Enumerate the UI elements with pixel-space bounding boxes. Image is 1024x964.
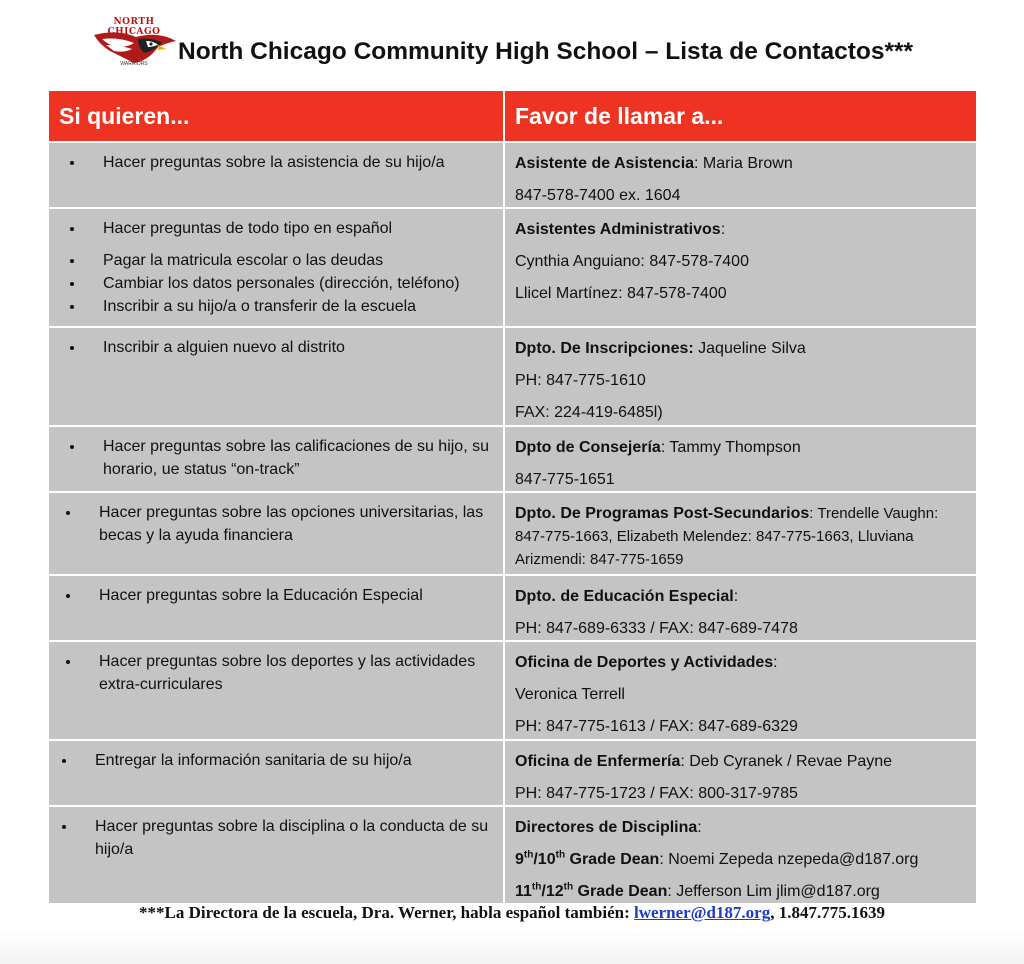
column-header-right: Favor de llamar a... — [504, 90, 977, 142]
contact-line: 847-775-1651 — [515, 471, 615, 488]
dean-line-11-12: 11th/12th Grade Dean: Jefferson Lim jlim@d187.org — [515, 881, 880, 900]
contact-cell — [504, 806, 977, 904]
contact-name: : Trendelle Vaughn: 847-775-1663, Elizabeth Melendez: 847-775-1663, Lluviana Arizmendi: 847-775-1659 — [515, 505, 939, 568]
request-cell — [48, 492, 504, 575]
table-row — [48, 641, 977, 740]
list-item: • Hacer preguntas sobre los deportes y las actividades extra-curriculares — [81, 650, 499, 696]
column-header-left: Si quieren... — [48, 90, 504, 142]
school-logo — [88, 17, 180, 69]
contact-cell — [504, 142, 977, 208]
contact-line: Veronica Terrell — [515, 686, 625, 703]
page-bottom-shade — [0, 930, 1024, 964]
contact-line: Cynthia Anguiano: 847-578-7400 — [515, 253, 749, 270]
contact-table — [47, 89, 978, 905]
contact-cell — [504, 327, 977, 426]
logo-text: NORTH CHICAGO — [107, 17, 161, 37]
contact-cell — [504, 208, 977, 327]
list-item: • Hacer preguntas de todo tipo en español — [85, 217, 499, 240]
contact-name: : — [720, 221, 726, 238]
table-row — [48, 575, 977, 641]
contact-name: : Tammy Thompson — [660, 439, 801, 456]
table-row — [48, 740, 977, 806]
footer-note — [0, 903, 1024, 923]
list-item: • Hacer preguntas sobre las opciones universitarias, las becas y la ayuda financiera — [81, 501, 499, 547]
contact-cell — [504, 740, 977, 806]
contact-line: Llicel Martínez: 847-578-7400 — [515, 285, 727, 302]
table-row — [48, 426, 977, 492]
contact-name: : Deb Cyranek / Revae Payne — [680, 753, 893, 770]
contact-label: Directores de Disciplina — [515, 819, 698, 836]
request-cell — [48, 641, 504, 740]
contact-name: Jaqueline Silva — [693, 340, 806, 357]
table-row — [48, 327, 977, 426]
contact-name: : Maria Brown — [694, 155, 793, 172]
contact-line: 847-578-7400 ex. 1604 — [515, 187, 681, 204]
request-cell — [48, 575, 504, 641]
contact-line: FAX: 224-419-6485l) — [515, 404, 663, 421]
contact-cell — [504, 426, 977, 492]
request-cell — [48, 142, 504, 208]
list-item: • Hacer preguntas sobre la disciplina o la conducta de su hijo/a — [77, 815, 499, 861]
list-item: • Inscribir a alguien nuevo al distrito — [85, 336, 499, 359]
logo-subtext: WARRIORS — [120, 61, 148, 67]
contact-label: Asistentes Administrativos — [515, 221, 721, 238]
contact-cell — [504, 641, 977, 740]
page-title: North Chicago Community High School – Lista de Contactos*** — [178, 38, 914, 65]
contact-label: Dpto de Consejería — [515, 439, 661, 456]
list-item: • Hacer preguntas sobre la asistencia de su hijo/a — [85, 151, 499, 174]
document-header — [0, 0, 1024, 90]
contact-label: Dpto. De Programas Post-Secundarios — [515, 505, 810, 522]
principal-email-link[interactable]: lwerner@d187.org — [634, 903, 771, 922]
contact-label: Oficina de Deportes y Actividades — [515, 654, 774, 671]
table-header-row — [48, 90, 977, 142]
list-item: • Hacer preguntas sobre las calificaciones de su hijo, su horario, ue status “on-track” — [85, 435, 499, 481]
table-row — [48, 492, 977, 575]
contact-line: PH: 847-775-1613 / FAX: 847-689-6329 — [515, 718, 798, 735]
list-item: • Inscribir a su hijo/a o transferir de la escuela — [85, 295, 499, 318]
list-item: • Pagar la matricula escolar o las deudas — [85, 249, 499, 272]
request-cell — [48, 426, 504, 492]
contact-name: : — [733, 588, 739, 605]
request-cell — [48, 740, 504, 806]
table-row — [48, 142, 977, 208]
dean-line-9-10: 9th/10th Grade Dean: Noemi Zepeda nzepeda@d187.org — [515, 849, 919, 868]
table-row — [48, 208, 977, 327]
contact-cell — [504, 575, 977, 641]
contact-cell — [504, 492, 977, 575]
contact-label: Asistente de Asistencia — [515, 155, 695, 172]
request-cell — [48, 208, 504, 327]
contact-label: Dpto. De Inscripciones: — [515, 340, 694, 357]
request-cell — [48, 327, 504, 426]
contact-line: PH: 847-775-1610 — [515, 372, 646, 389]
list-item: • Cambiar los datos personales (dirección, teléfono) — [85, 272, 499, 295]
table-row — [48, 806, 977, 904]
list-item: • Hacer preguntas sobre la Educación Especial — [81, 584, 499, 607]
request-cell — [48, 806, 504, 904]
list-item: • Entregar la información sanitaria de su hijo/a — [77, 749, 499, 772]
contact-label: Oficina de Enfermería — [515, 753, 681, 770]
contact-line: PH: 847-775-1723 / FAX: 800-317-9785 — [515, 785, 798, 802]
contact-label: Dpto. de Educación Especial — [515, 588, 734, 605]
contact-line: PH: 847-689-6333 / FAX: 847-689-7478 — [515, 620, 798, 637]
contact-name: : — [773, 654, 778, 671]
contact-name: : — [697, 819, 702, 836]
footer-phone: , 1.847.775.1639 — [770, 903, 885, 922]
footer-text: ***La Directora de la escuela, Dra. Werner, habla español también: — [139, 903, 635, 922]
